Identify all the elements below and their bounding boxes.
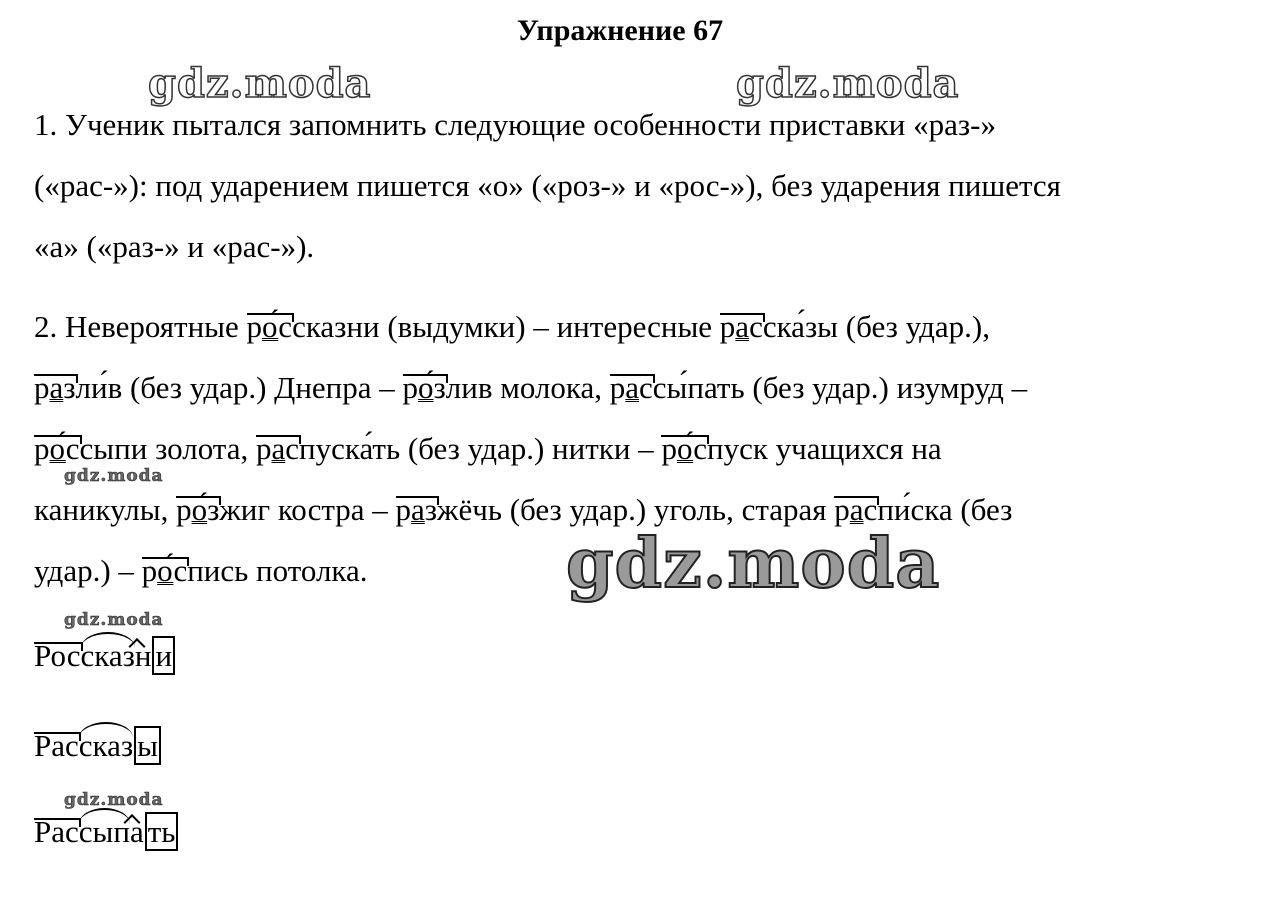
watermark: gdz.moda <box>64 610 164 630</box>
text-line: 1. Ученик пытался запомнить следующие особенности приставки «раз-» <box>34 107 996 142</box>
letter: з <box>433 370 446 405</box>
text: каникулы, <box>34 492 177 527</box>
prefix-mark <box>142 553 188 588</box>
watermark: gdz.moda <box>64 466 164 486</box>
prefix-mark <box>610 370 653 405</box>
letter: с <box>278 309 293 344</box>
letter: р <box>402 370 419 405</box>
text-line: («рас-»): под ударением пишется «о» («роз-» и «рос-»), без ударения пишется <box>34 168 1061 203</box>
letter: с <box>749 309 763 344</box>
letter: р <box>255 431 272 466</box>
text-line <box>34 479 1264 540</box>
watermark: gdz.moda <box>64 790 164 810</box>
prefix: Рас <box>34 814 79 849</box>
letter: с <box>639 370 653 405</box>
vowel: а <box>411 492 425 527</box>
letter: с <box>693 431 707 466</box>
root: сказ <box>80 638 135 673</box>
prefix-mark <box>176 492 219 527</box>
text-line <box>34 540 1264 601</box>
text: пуска́ть (без удар.) нитки – <box>299 431 662 466</box>
paragraph-2 <box>34 296 1264 601</box>
prefix-mark <box>396 492 438 527</box>
watermark: gdz.moda <box>148 60 372 107</box>
vowel: а <box>271 431 286 466</box>
text: ска́зы (без удар.), <box>762 309 990 344</box>
text: пись потолка. <box>187 553 368 588</box>
parsed-word <box>34 636 175 676</box>
prefix-mark <box>256 431 299 466</box>
prefix: Рас <box>34 728 79 763</box>
letter: р <box>246 309 263 344</box>
watermark: gdz.moda <box>736 60 960 107</box>
prefix-mark <box>403 370 446 405</box>
vowel: о́ <box>191 492 208 527</box>
letter: р <box>609 370 626 405</box>
suffix: н <box>134 638 152 673</box>
vowel: о́ <box>157 553 174 588</box>
prefix: Рос <box>34 638 81 673</box>
text-line <box>34 357 1264 418</box>
letter: р <box>141 553 158 588</box>
root: сып <box>78 814 130 849</box>
ending: ть <box>145 812 179 851</box>
paragraph-1 <box>34 94 1264 277</box>
vowel: о́ <box>418 370 434 405</box>
text: сказни (выдумки) – интересные <box>292 309 720 344</box>
text: удар.) – <box>34 553 142 588</box>
vowel: а <box>849 492 864 527</box>
text: ли́в (без удар.) Днепра – <box>75 370 403 405</box>
ending: ы <box>134 726 161 765</box>
letter: с <box>863 492 878 527</box>
text: жёчь (без удар.) уголь, старая <box>437 492 835 527</box>
text-line: «а» («раз-» и «рас-»). <box>34 229 315 264</box>
letter: з <box>63 370 76 405</box>
text: лив молока, <box>445 370 610 405</box>
letter: р <box>719 309 736 344</box>
text: сыпи золота, <box>79 431 256 466</box>
letter: с <box>285 431 299 466</box>
text: сы́пать (без удар.) изумруд – <box>652 370 1028 405</box>
suffix: а <box>129 814 144 849</box>
text: пуск учащихся на <box>706 431 942 466</box>
prefix-mark <box>661 431 707 466</box>
letter: р <box>661 431 677 466</box>
letter: р <box>34 431 50 466</box>
letter: р <box>395 492 412 527</box>
text-line <box>34 296 1264 357</box>
prefix-mark <box>34 431 80 466</box>
page-title: Упражнение 67 <box>516 14 724 47</box>
letter: с <box>173 553 188 588</box>
root: сказ <box>78 728 134 763</box>
vowel: о́ <box>262 309 279 344</box>
letter: з <box>207 492 220 527</box>
vowel: а <box>735 309 750 344</box>
vowel: а <box>49 370 64 405</box>
prefix-mark <box>720 309 763 344</box>
parsed-word <box>34 812 178 852</box>
prefix-mark <box>247 309 293 344</box>
text: 2. Невероятные <box>34 309 247 344</box>
letter: р <box>34 370 50 405</box>
letter: р <box>176 492 192 527</box>
letter: з <box>424 492 438 527</box>
parsed-word <box>34 726 161 766</box>
prefix-mark <box>834 492 877 527</box>
letter: с <box>65 431 80 466</box>
text: пи́ска (без <box>877 492 1013 527</box>
text-line <box>34 418 1264 479</box>
vowel: о́ <box>49 431 66 466</box>
vowel: а <box>625 370 640 405</box>
letter: р <box>834 492 850 527</box>
watermark: gdz.moda <box>566 524 941 604</box>
vowel: о́ <box>676 431 694 466</box>
text: жиг костра – <box>219 492 396 527</box>
prefix-mark <box>34 370 76 405</box>
ending: и <box>152 636 175 675</box>
